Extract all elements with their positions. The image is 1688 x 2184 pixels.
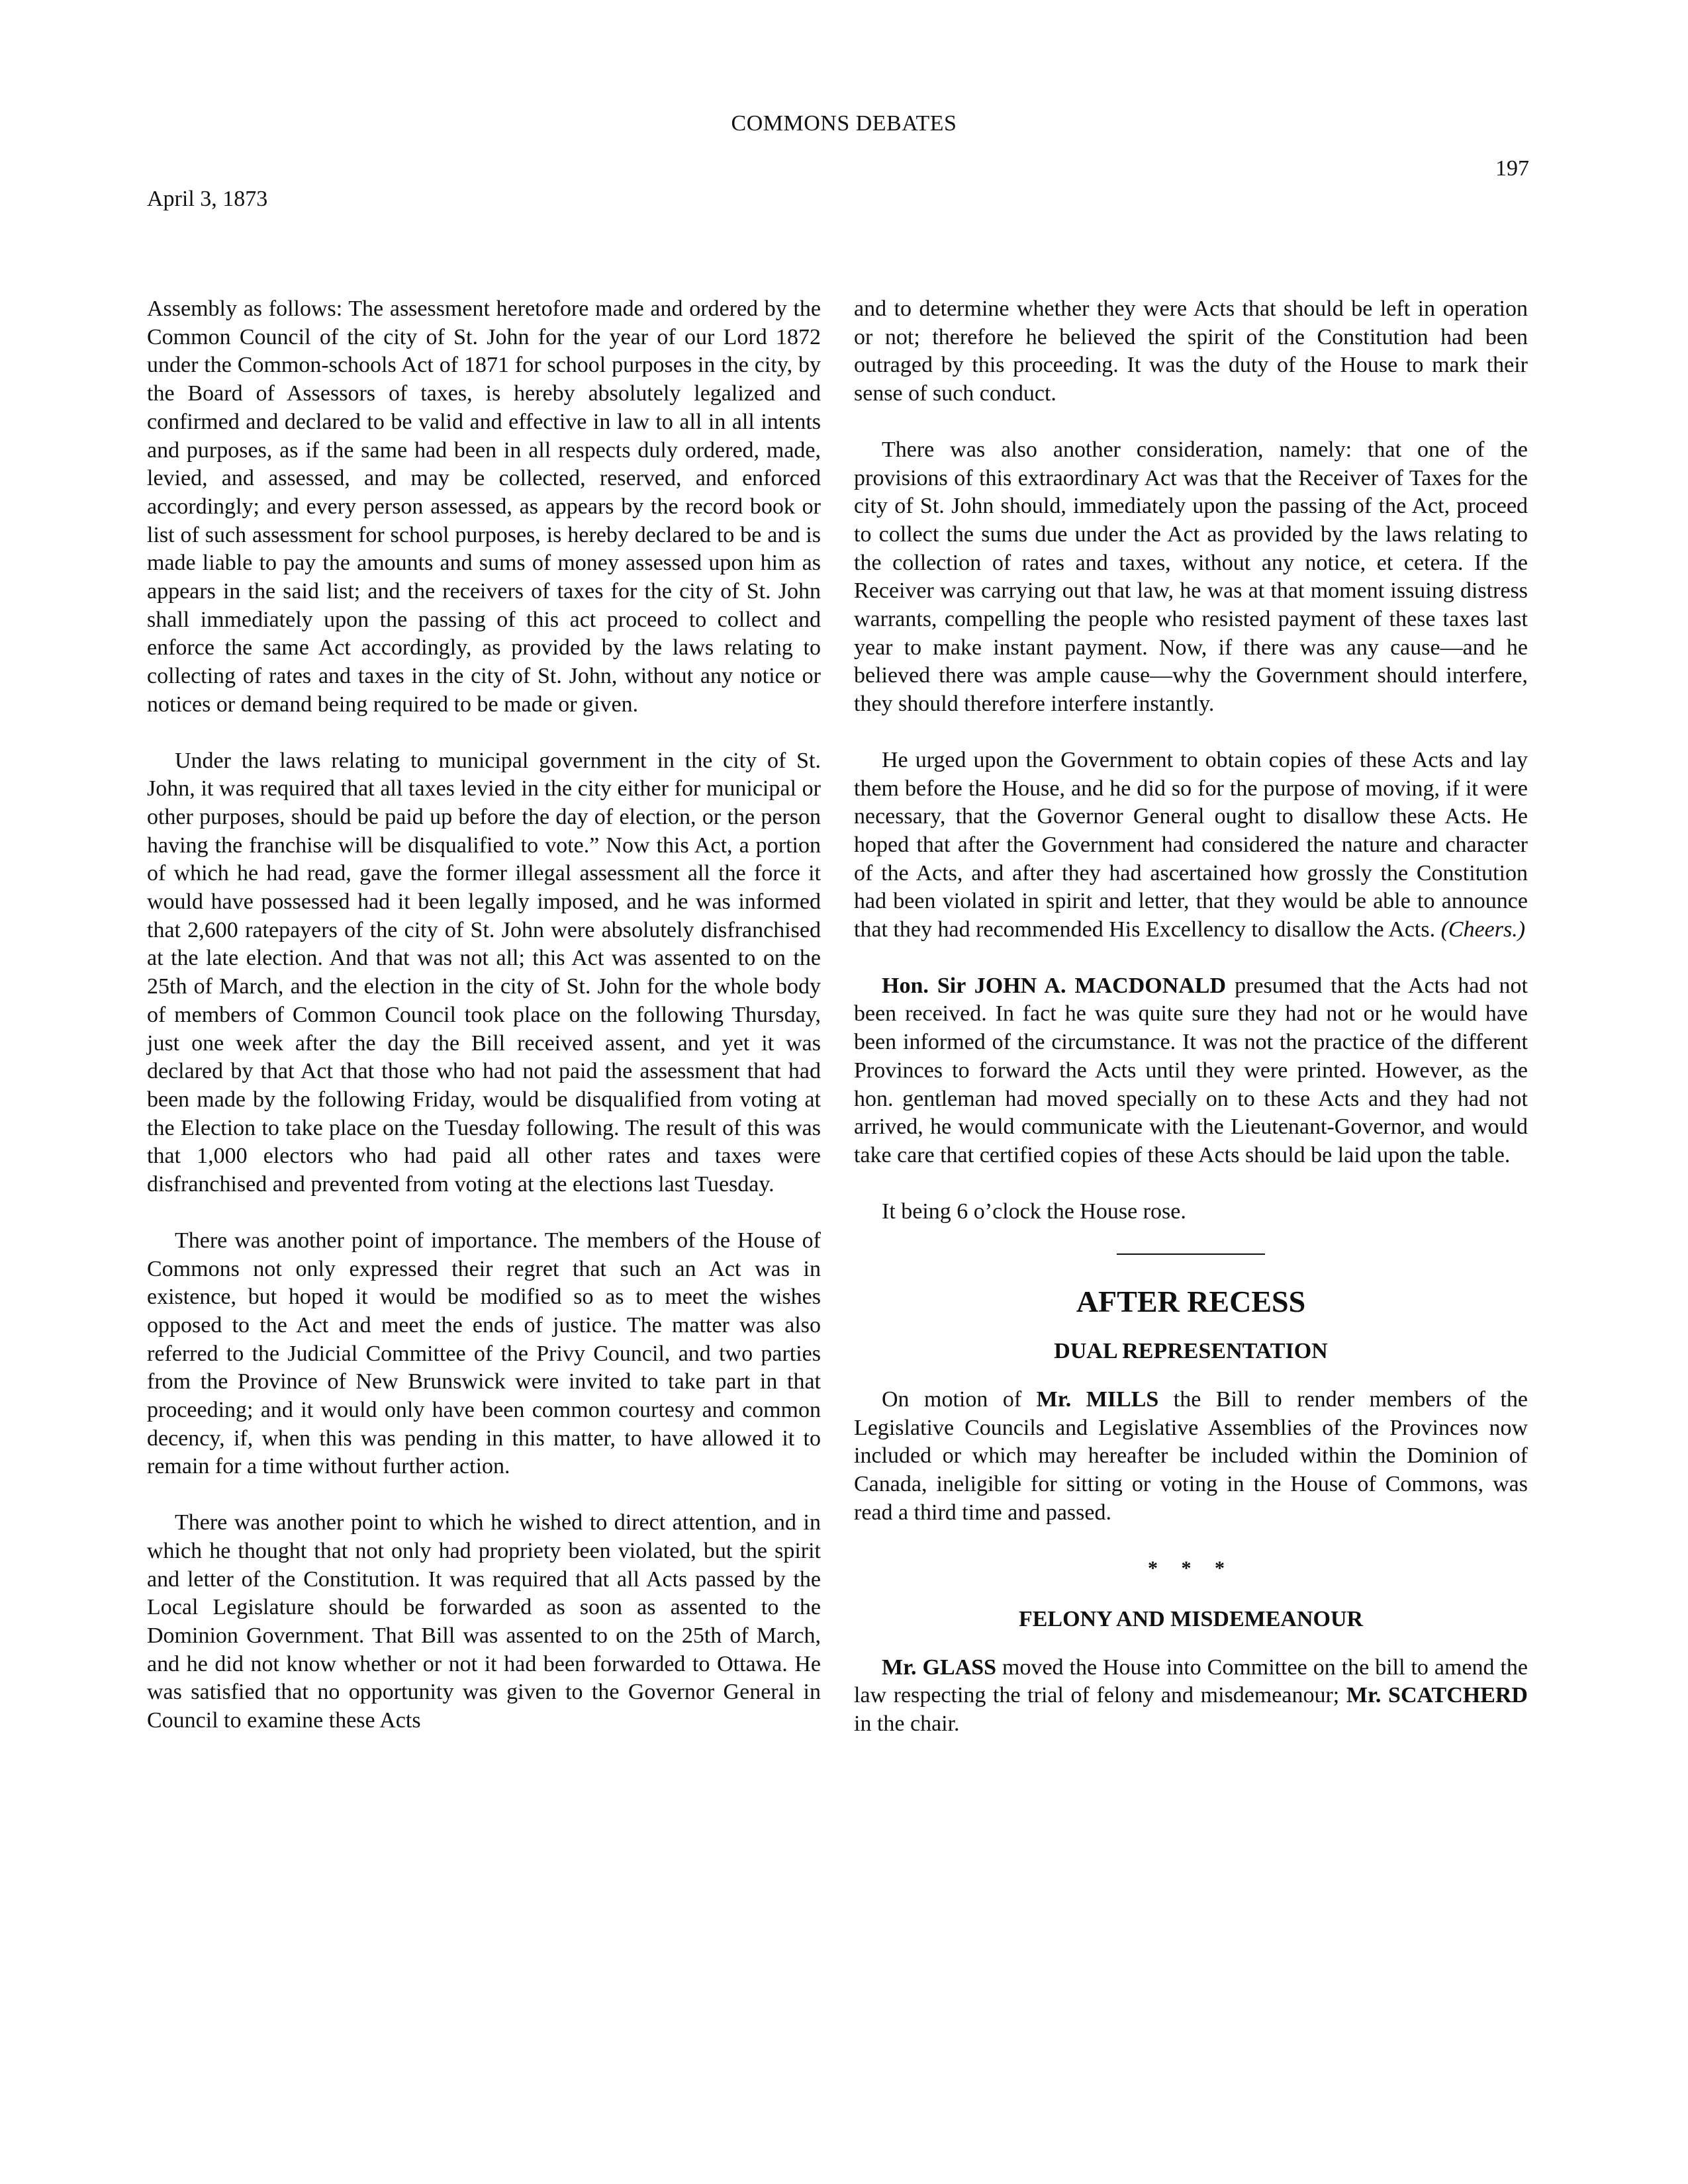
- paragraph-text: presumed that the Acts had not been received. In fact he was quite sure they had not or he would have been informed of the circumstance. It was not the practice of the different Provinces to forward the Acts until they were printed. However, as the hon. gentleman had moved specially on to these Acts and they had not arrived, he would communicate with the Lieutenant-Governor, and would take care that certified copies of these Acts should be laid upon the table.: [854, 973, 1528, 1167]
- section-title-felony: FELONY AND MISDEMEANOUR: [1018, 1607, 1364, 1632]
- paragraph-text: moved the House into Committee on the bill to amend the law respecting the trial of felony and misdemeanour;: [854, 1655, 1528, 1708]
- speaker-name: Mr. MILLS: [1036, 1387, 1159, 1412]
- section-title-dual-representation: DUAL REPRESENTATION: [1054, 1339, 1328, 1364]
- paragraph: [854, 972, 1528, 1170]
- speaker-name: Mr. GLASS: [882, 1655, 997, 1680]
- section-divider: [1117, 1253, 1265, 1255]
- paragraph: [854, 1654, 1528, 1739]
- paragraph: There was another point to which he wished to direct attention, and in which he thought that not only had propriety been violated, but the spirit and letter of the Constitution. It was required that all Acts passed by the Local Legislature should be forwarded as soon as assented to the Dominion Government. That Bill was assented to on the 25th of March, and he did not know whether or not it had been forwarded to Ottawa. He was satisfied that no opportunity was given to the Governor General in Council to examine these Acts: [147, 1510, 821, 1733]
- paragraph-text: the Bill to render members of the Legislative Councils and Legislative Assemblies of the Provinces now included or which may hereafter be included within the Dominion of Canada, ineligible for sitting or voting in the House of Commons, was read a third time and passed.: [854, 1387, 1528, 1525]
- paragraph-text: in the chair.: [854, 1711, 960, 1737]
- recess-title: AFTER RECESS: [1076, 1285, 1306, 1319]
- paragraph: [854, 1386, 1528, 1527]
- paragraph: [854, 747, 1528, 944]
- paragraph: and to determine whether they were Acts that should be left in operation or not; therefore he believed the spirit of the Constitution had been outraged by this proceeding. It was the duty of the House to mark their sense of such conduct.: [854, 296, 1528, 406]
- paragraph: Under the laws relating to municipal government in the city of St. John, it was required that all taxes levied in the city either for municipal or other purposes, should be paid up before the day of election, or the person having the franchise will be disqualified to vote.” Now this Act, a portion of which he had read, gave the former illegal assessment all the force it would have possessed had it been legally imposed, and he was informed that 2,600 ratepayers of the city of St. John were absolutely disfranchised at the late election. And that was not all; this Act was assented to on the 25th of March, and the election in the city of St. John for the whole body of members of Common Council took place on the following Thursday, just one week after the day the Bill received assent, and yet it was declared by that Act that those who had not paid the assessment that had been made by the following Friday, would be disqualified from voting at the Election to take place on the Tuesday following. The result of this was that 1,000 electors who had paid all other rates and taxes were disfranchised and prevented from voting at the elections last Tuesday.: [147, 748, 821, 1197]
- chair-name: Mr. SCATCHERD: [1346, 1683, 1528, 1708]
- section-stars: * * *: [1148, 1557, 1234, 1580]
- paragraph: It being 6 o’clock the House rose.: [882, 1199, 1186, 1224]
- page-number: 197: [1495, 156, 1529, 181]
- paragraph-text: He urged upon the Government to obtain copies of these Acts and lay them before the House, and he did so for the purpose of moving, if it were necessary, that the Governor General ought to disallow these Acts. He hoped that after the Government had considered the nature and character of the Acts, and after they had ascertained how grossly the Constitution had been violated in spirit and letter, that they would be able to announce that they had recommended His Excellency to disallow the Acts.: [854, 747, 1528, 942]
- date-line: April 3, 1873: [147, 187, 268, 211]
- running-head: COMMONS DEBATES: [731, 111, 957, 136]
- paragraph: There was also another consideration, namely: that one of the provisions of this extraordinary Act was that the Receiver of Taxes for the city of St. John should, immediately upon the passing of the Act, proceed to collect the sums due under the Act as provided by the laws relating to the collection of rates and taxes, without any notice, et cetera. If the Receiver was carrying out that law, he was at that moment issuing distress warrants, compelling the people who resisted payment of these taxes last year to make instant payment. Now, if there was any cause—and he believed there was ample cause—why the Government should interfere, they should therefore interfere instantly.: [854, 437, 1528, 717]
- left-column: [147, 295, 821, 1763]
- paragraph-text: On motion of: [882, 1387, 1022, 1412]
- cheers-note: (Cheers.): [1440, 917, 1526, 942]
- right-column: [854, 295, 1528, 1766]
- paragraph: Assembly as follows: The assessment heretofore made and ordered by the Common Council of the city of St. John for the year of our Lord 1872 under the Common-schools Act of 1871 for school purposes in the city, by the Board of Assessors of taxes, is hereby absolutely legalized and confirmed and declared to be valid and effective in law to all in all intents and purposes, as if the same had been in all respects duly ordered, made, levied, and assessed, and may be collected, reserved, and enforced accordingly; and every person assessed, as appears by the record book or list of such assessment for school purposes, is hereby declared to be and is made liable to pay the amounts and sums of money assessed upon him as appears in the said list; and the receivers of taxes for the city of St. John shall immediately upon the passing of this act proceed to collect and enforce the same Act accordingly, as provided by the laws relating to collecting of rates and taxes in the city of St. John, without any notice or notices or demand being required to be made or given.: [147, 296, 821, 717]
- speaker-name: Hon. Sir JOHN A. MACDONALD: [882, 973, 1227, 998]
- paragraph: There was another point of importance. The members of the House of Commons not only expressed their regret that such an Act was in existence, but hoped it would be modified so as to meet the wishes opposed to the Act and meet the ends of justice. The matter was also referred to the Judicial Committee of the Privy Council, and two parties from the Province of New Brunswick were invited to take part in that proceeding; and it would only have been common courtesy and common decency, if, when this was pending in this matter, to have allowed it to remain for a time without further action.: [147, 1228, 821, 1479]
